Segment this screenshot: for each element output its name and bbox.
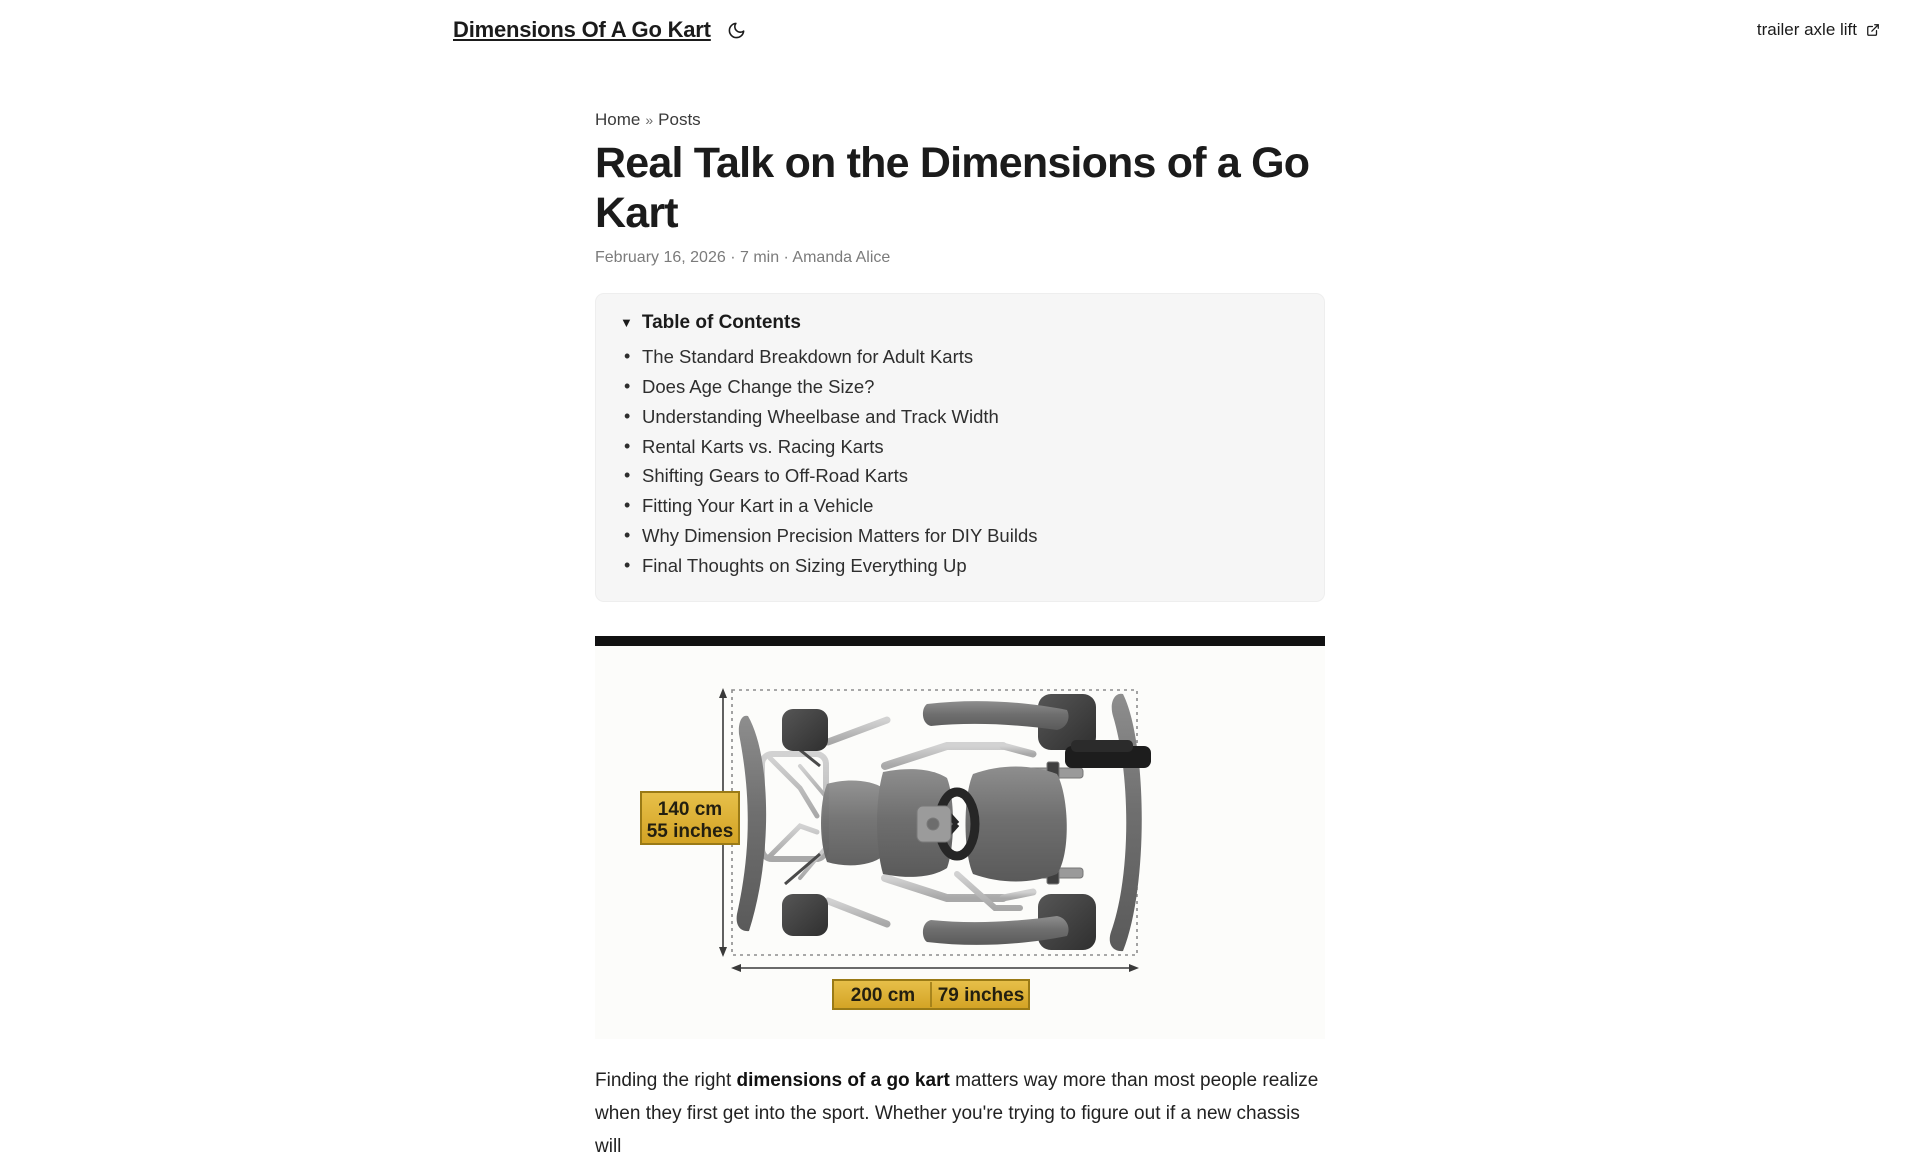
breadcrumb-home[interactable]: Home [595, 110, 641, 129]
header-external-link[interactable]: trailer axle lift [1756, 20, 1857, 39]
toc-link[interactable]: Shifting Gears to Off-Road Karts [642, 465, 908, 487]
toc-heading: Table of Contents [641, 311, 801, 333]
list-item[interactable] [642, 551, 1300, 581]
moon-icon[interactable] [725, 18, 749, 42]
paragraph-1-pre: Finding the right [595, 1070, 737, 1092]
article-body [595, 1065, 1325, 1163]
paragraph-1 [595, 1065, 1325, 1163]
header-right-group [1757, 20, 1880, 40]
toc-link[interactable]: Why Dimension Precision Matters for DIY Builds [642, 525, 1038, 547]
figure-top-bar [595, 636, 1325, 646]
driver-seat [966, 767, 1067, 882]
length-label-in: 79 inches [937, 985, 1025, 1007]
site-title[interactable]: Dimensions Of A Go Kart [453, 17, 711, 42]
list-item[interactable] [642, 461, 1300, 491]
external-link-icon-svg [1866, 23, 1880, 37]
toc-link[interactable]: The Standard Breakdown for Adult Karts [642, 345, 974, 367]
toc-link[interactable]: Rental Karts vs. Racing Karts [642, 435, 884, 457]
list-item[interactable] [642, 342, 1300, 372]
toc-link[interactable]: Understanding Wheelbase and Track Width [642, 405, 999, 427]
front-right-tyre [782, 894, 828, 936]
breadcrumb-separator: » [645, 112, 654, 128]
list-item[interactable] [642, 372, 1300, 402]
brand-wrap [453, 17, 749, 43]
external-link-icon[interactable] [1866, 23, 1880, 37]
pedal-assembly [821, 781, 883, 866]
site-header [0, 0, 1920, 60]
list-item[interactable] [642, 402, 1300, 432]
width-label-cm: 140 cm [657, 799, 723, 821]
featured-image [595, 636, 1325, 1039]
paragraph-1-keyword: dimensions of a go kart [736, 1070, 950, 1092]
toc-link[interactable]: Does Age Change the Size? [642, 375, 875, 397]
list-item[interactable] [642, 521, 1300, 551]
go-kart-diagram [595, 646, 1325, 1039]
breadcrumb-posts[interactable]: Posts [658, 110, 701, 129]
length-dimension-label [833, 980, 1029, 1009]
length-label-cm: 200 cm [850, 985, 916, 1007]
breadcrumb [595, 110, 1325, 130]
toc-link[interactable]: Fitting Your Kart in a Vehicle [642, 495, 874, 517]
article-container [595, 60, 1325, 1163]
chevron-down-icon: ▼ [620, 315, 633, 331]
list-item[interactable] [642, 491, 1300, 521]
post-meta: February 16, 2026 · 7 min · Amanda Alice [595, 248, 891, 266]
exhaust-pipe [1071, 740, 1133, 752]
front-left-tyre [782, 709, 828, 751]
toc-toggle[interactable] [620, 312, 1300, 334]
page-title: Real Talk on the Dimensions of a Go Kart [595, 139, 1310, 238]
moon-icon-svg [727, 21, 746, 40]
paragraph-1-post: matters way more than most people realize when they first get into the sport. Whether you're trying to figure out if a new chassis will [595, 1070, 1319, 1157]
width-dimension-label [641, 792, 739, 844]
table-of-contents [595, 293, 1325, 603]
list-item[interactable] [642, 432, 1300, 462]
toc-link[interactable]: Final Thoughts on Sizing Everything Up [642, 555, 967, 577]
width-label-in: 55 inches [646, 821, 734, 843]
toc-list [620, 342, 1300, 582]
